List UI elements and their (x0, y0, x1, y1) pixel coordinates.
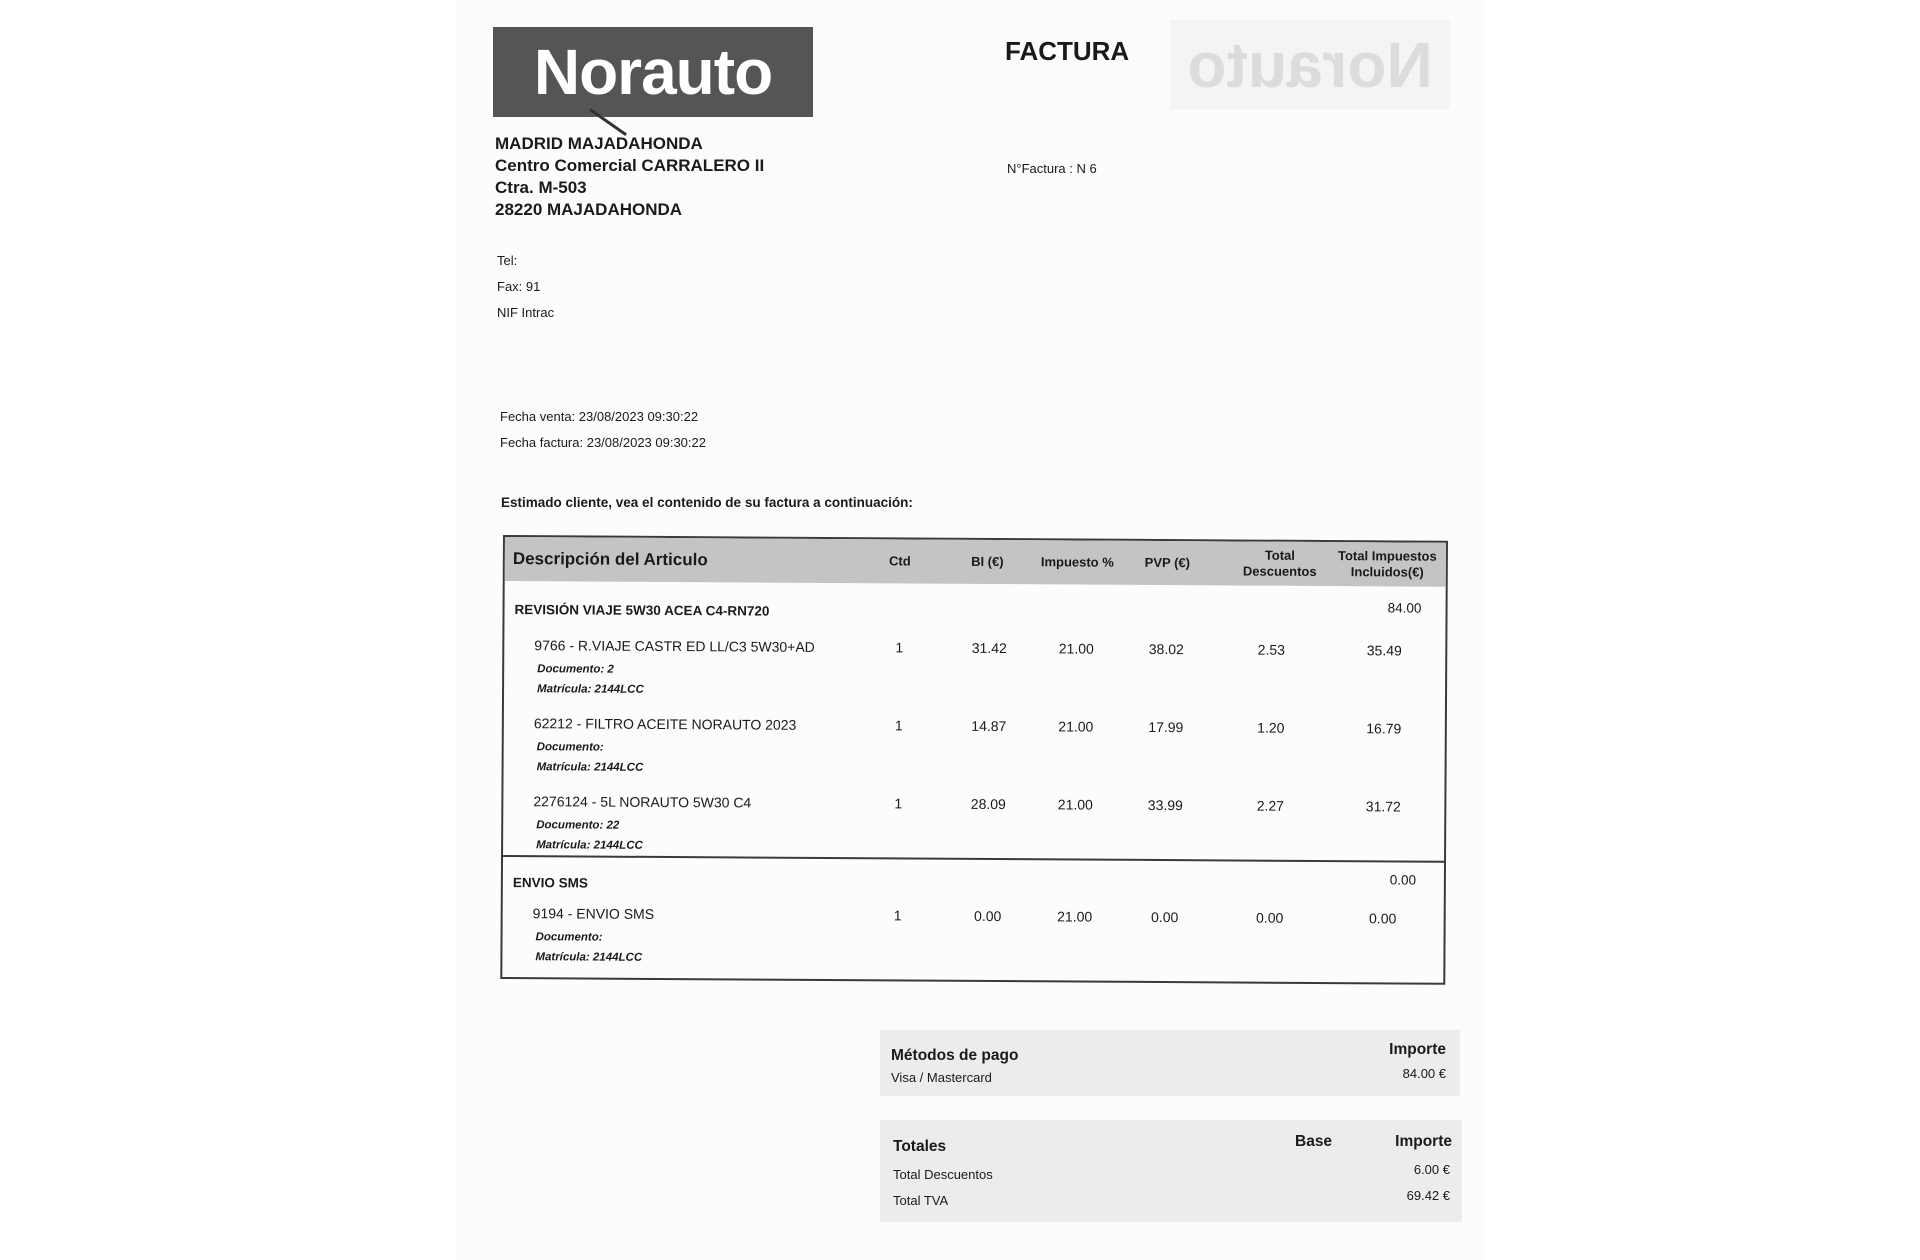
store-address (495, 133, 764, 221)
group-title: REVISIÓN VIAJE 5W30 ACEA C4-RN720 (514, 602, 770, 619)
header-tax: Impuesto % (1040, 554, 1114, 570)
item-bi: 14.87 (971, 717, 1007, 735)
item-discount: 1.20 (1257, 719, 1285, 736)
invoice-number: N°Factura : N 6 (1007, 161, 1097, 176)
total-discounts-value: 6.00 € (1413, 1162, 1450, 1177)
item-document: Documento: (535, 931, 603, 944)
item-total: 35.49 (1366, 642, 1402, 659)
header-pvp: PVP (€) (1144, 554, 1191, 571)
intro-text: Estimado cliente, vea el contenido de su factura a continuación: (501, 495, 913, 510)
header-description: Descripción del Articulo (512, 549, 708, 570)
item-qty: 1 (894, 795, 903, 812)
table-row (502, 905, 1443, 981)
item-description: 9194 - ENVIO SMS (532, 905, 655, 922)
group-total: 0.00 (1389, 872, 1417, 888)
item-pvp: 38.02 (1148, 640, 1184, 658)
invoice-dates (500, 404, 706, 456)
logo-text: Norauto (533, 36, 773, 108)
total-discounts-label: Total Descuentos (893, 1167, 993, 1182)
item-tax: 21.00 (1057, 908, 1093, 925)
item-total: 16.79 (1366, 720, 1402, 737)
payment-box (880, 1030, 1460, 1096)
table-row (503, 715, 1444, 791)
item-total: 31.72 (1365, 798, 1401, 815)
payment-title: Métodos de pago (891, 1047, 1019, 1064)
items-table (500, 535, 1448, 985)
group-title: ENVIO SMS (512, 875, 588, 891)
group-total: 84.00 (1387, 600, 1422, 616)
totals-title: Totales (893, 1138, 947, 1155)
item-document: Documento: 2 (537, 663, 614, 676)
sale-date: Fecha venta: 23/08/2023 09:30:22 (500, 409, 699, 424)
item-description: 62212 - FILTRO ACEITE NORAUTO 2023 (533, 715, 797, 733)
item-description: 2276124 - 5L NORAUTO 5W30 C4 (533, 793, 752, 811)
norauto-logo (493, 27, 813, 117)
payment-amount-label: Importe (1389, 1041, 1446, 1058)
fax-line: Fax: 91 (497, 279, 541, 294)
bleed-through-logo: Norauto (1170, 20, 1450, 110)
item-tax: 21.00 (1058, 640, 1094, 657)
header-total: Total Impuestos Incluidos(€) (1337, 548, 1437, 580)
nif-line: NIF Intrac (497, 305, 555, 320)
item-pvp: 33.99 (1147, 796, 1183, 814)
store-line: MADRID MAJADAHONDA (495, 134, 703, 153)
payment-amount: 84.00 € (1402, 1066, 1446, 1081)
item-description: 9766 - R.VIAJE CASTR ED LL/C3 5W30+AD (534, 637, 815, 655)
item-bi: 28.09 (970, 795, 1006, 813)
store-line: Centro Comercial CARRALERO II (495, 156, 765, 175)
item-discount: 0.00 (1256, 909, 1284, 926)
item-bi: 31.42 (971, 639, 1007, 657)
totals-base-label: Base (1295, 1133, 1333, 1150)
item-qty: 1 (895, 639, 904, 656)
item-plate: Matrícula: 2144LCC (537, 683, 644, 696)
invoice-date: Fecha factura: 23/08/2023 09:30:22 (500, 435, 706, 450)
tel-line: Tel: (497, 253, 518, 268)
item-discount: 2.27 (1256, 797, 1285, 814)
header-qty: Ctd (888, 553, 911, 569)
totals-box (880, 1120, 1462, 1222)
item-bi: 0.00 (974, 907, 1002, 925)
item-pvp: 0.00 (1151, 908, 1179, 926)
document-title: FACTURA (1005, 36, 1130, 66)
item-tax: 21.00 (1057, 796, 1093, 813)
payment-method: Visa / Mastercard (891, 1070, 992, 1085)
total-tva-value: 69.42 € (1406, 1188, 1450, 1203)
table-header (505, 537, 1446, 587)
item-document: Documento: (536, 741, 604, 754)
item-plate: Matrícula: 2144LCC (536, 761, 644, 774)
store-contact (497, 248, 554, 326)
header-bi: BI (€) (971, 553, 1004, 570)
header-discounts: Total Descuentos (1242, 547, 1317, 579)
total-tva-label: Total TVA (893, 1193, 949, 1208)
totals-amount-label: Importe (1395, 1133, 1452, 1150)
store-line: 28220 MAJADAHONDA (495, 200, 683, 219)
table-row (504, 637, 1445, 713)
item-document: Documento: 22 (536, 819, 620, 832)
item-pvp: 17.99 (1148, 718, 1184, 736)
item-plate: Matrícula: 2144LCC (536, 839, 643, 852)
item-tax: 21.00 (1058, 718, 1094, 735)
store-line: Ctra. M-503 (495, 178, 587, 197)
item-plate: Matrícula: 2144LCC (535, 951, 643, 964)
item-total: 0.00 (1369, 910, 1397, 927)
item-discount: 2.53 (1257, 641, 1285, 658)
item-qty: 1 (893, 907, 902, 924)
item-qty: 1 (894, 717, 903, 734)
